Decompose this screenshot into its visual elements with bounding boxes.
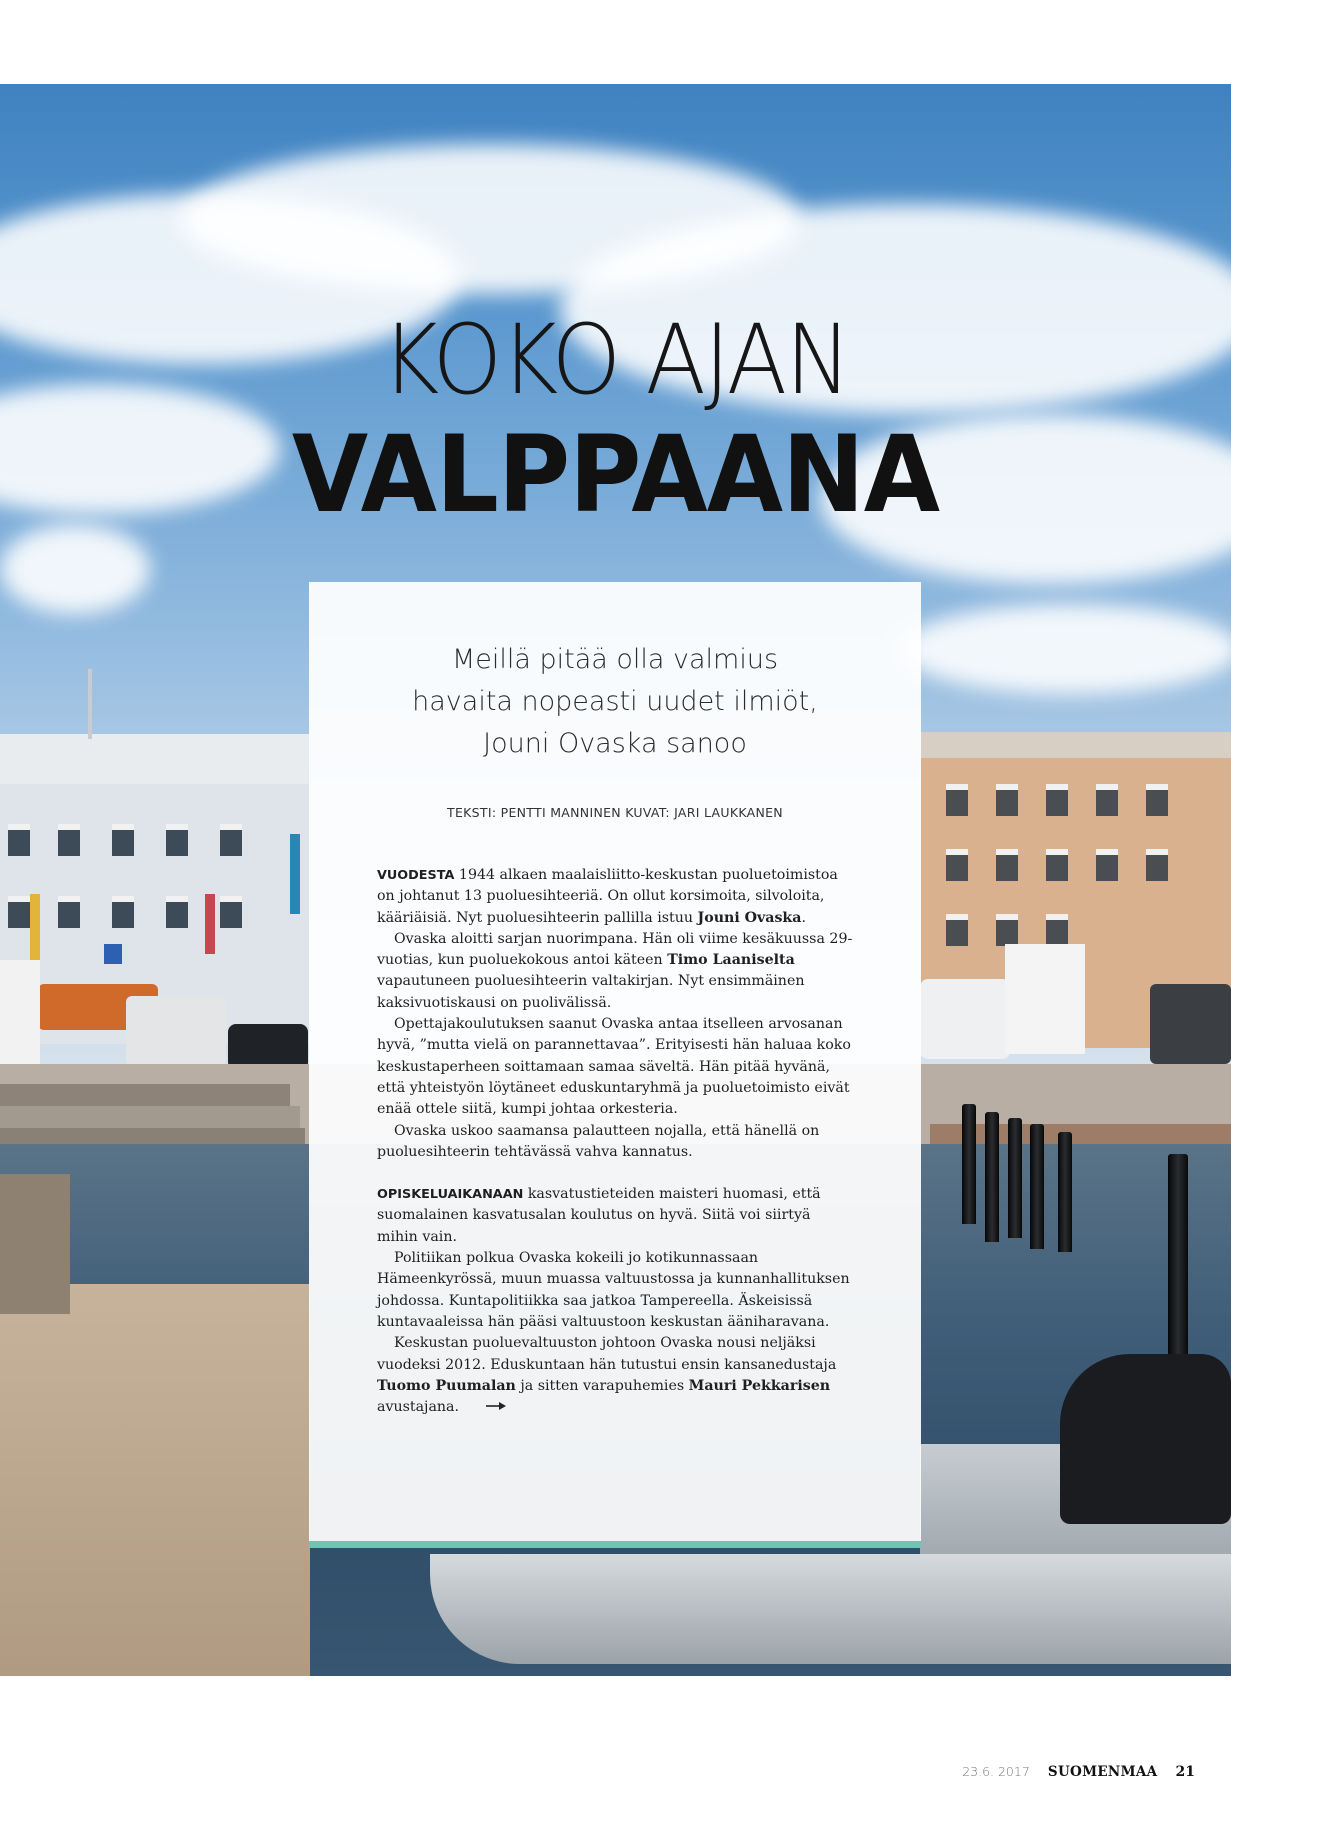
- paragraph-1: VUODESTA 1944 alkaen maalaisliitto-keskustan puoluetoimistoa on johtanut 13 puoluesihteeriä. On ollut korsimoita, silvoloita, kääriäisiä. Nyt puoluesihteerin pallilla istuu Jouni Ovaska.: [377, 867, 838, 926]
- paragraph-4: Ovaska uskoo saamansa palautteen nojalla, että hänellä on puoluesihteerin tehtävässä vahva kannatus.: [377, 1122, 820, 1160]
- lead-line-1: Meillä pitää olla valmius: [451, 644, 779, 675]
- byline-credits: TEKSTI: PENTTI MANNINEN KUVAT: JARI LAUKKANEN: [447, 805, 783, 820]
- person-name: Jouni Ovaska: [697, 909, 802, 926]
- issue-date: 23.6. 2017: [962, 1764, 1030, 1779]
- paragraph-6: Politiikan polkua Ovaska kokeili jo kotikunnassaan Hämeenkyrössä, muun muassa valtuustossa ja kunnanhallituksen johdossa. Kuntapolitiikka saa jatkoa Tampereella. Äskeisissä kuntavaaleissa hän pääsi valtuustoon keskustan ääniharavana.: [377, 1250, 850, 1330]
- page-number: 21: [1175, 1764, 1195, 1780]
- panel-accent-rule: [309, 1541, 921, 1548]
- title-line-2: VALPPAANA: [291, 413, 940, 536]
- lead-line-2: havaita nopeasti uudet ilmiöt,: [412, 686, 818, 717]
- person-name: Timo Laaniselta: [667, 952, 795, 969]
- lead-in-word: VUODESTA: [377, 868, 455, 883]
- headline: [0, 304, 1231, 536]
- person-name: Tuomo Puumalan: [377, 1377, 516, 1394]
- page-footer: [962, 1764, 1195, 1780]
- lead-quote: [309, 639, 921, 765]
- magazine-name: SUOMENMAA: [1047, 1764, 1158, 1780]
- article-body: [377, 865, 855, 1418]
- paragraph-5: OPISKELUAIKANAAN kasvatustieteiden maisteri huomasi, että suomalainen kasvatusalan koulutus on hyvä. Siitä voi siirtyä mihin vain.: [377, 1186, 821, 1245]
- article-panel: [309, 582, 921, 1541]
- lead-line-3: Jouni Ovaska sanoo: [483, 728, 747, 759]
- title-line-1: KOKO AJAN: [381, 304, 850, 416]
- arrow-right-icon: [469, 1397, 506, 1418]
- lead-in-word: OPISKELUAIKANAAN: [377, 1187, 524, 1203]
- paragraph-7: Keskustan puoluevaltuuston johtoon Ovaska nousi neljäksi vuodeksi 2012. Eduskuntaan hän tutustui ensin kansanedustaja Tuomo Puumalan ja sitten varapuhemies Mauri Pekkarisen avustajana.: [377, 1333, 855, 1418]
- person-name: Mauri Pekkarisen: [688, 1377, 831, 1394]
- paragraph-3: Opettajakoulutuksen saanut Ovaska antaa itselleen arvosanan hyvä, ”mutta vielä on parannettavaa”. Erityisesti hän haluaa koko keskustaperheen soittamaan samaa säveltä. Hän pitää hyvänä, että yhteistyön löytäneet eduskuntaryhmä ja puoluetoimisto eivät enää ottele siitä, kumpi johtaa orkesteria.: [377, 1016, 851, 1118]
- paragraph-2: Ovaska aloitti sarjan nuorimpana. Hän oli viime kesäkuussa 29-vuotias, kun puoluekokous antoi käteen Timo Laaniselta vapautuneen puoluesihteerin valtakirjan. Nyt ensimmäinen kaksivuotiskausi on puolivälissä.: [377, 930, 853, 1011]
